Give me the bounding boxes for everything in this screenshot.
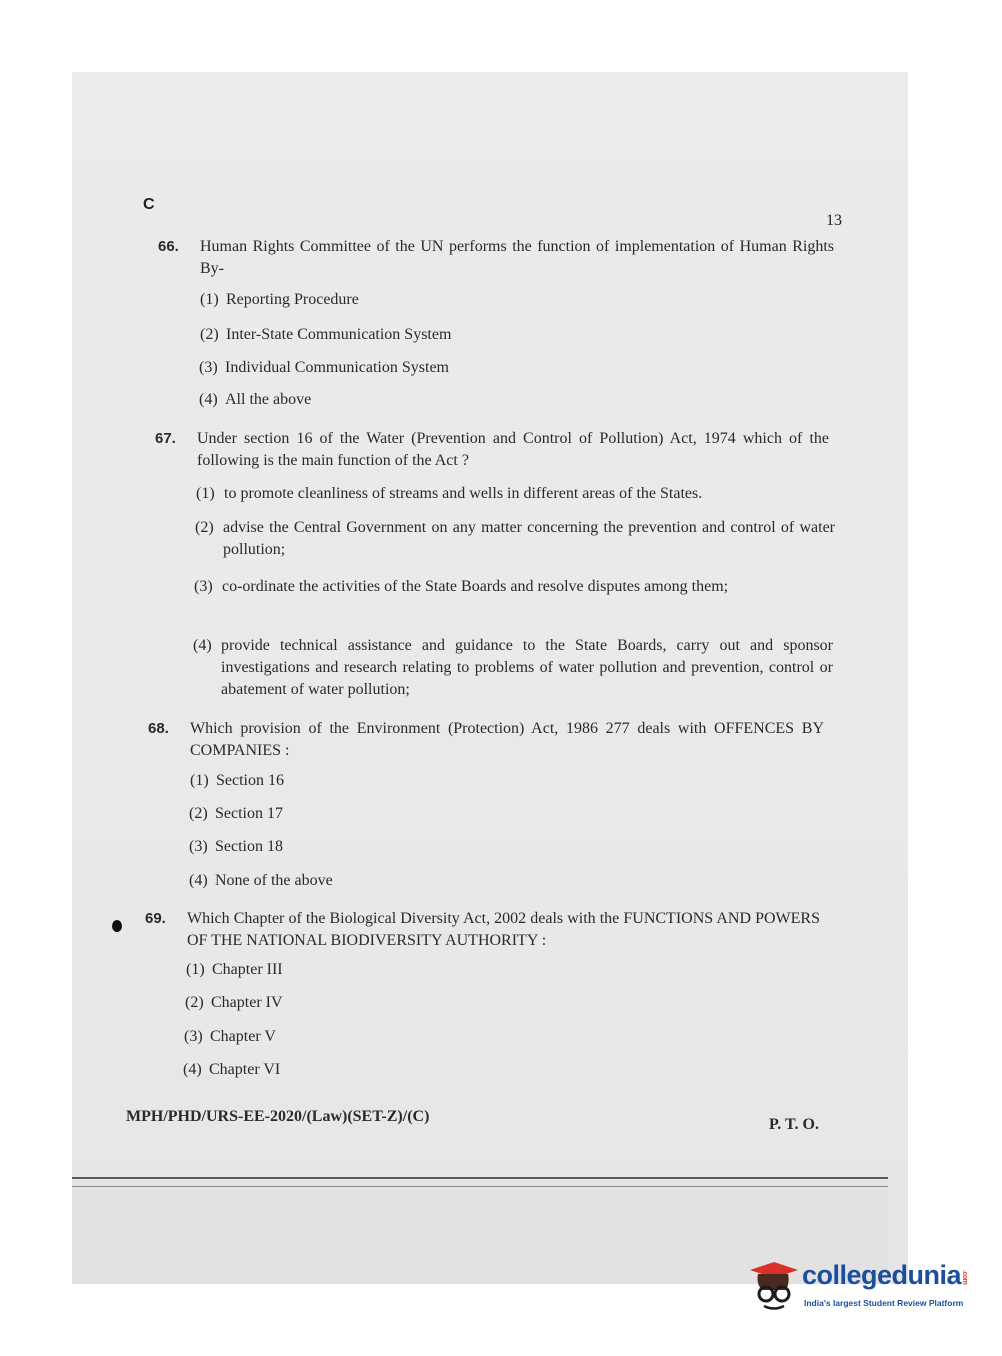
option-text: Section 17: [215, 805, 283, 822]
option-text: provide technical assistance and guidance to the State Boards, carry out and sponsor investigations and research relating to problems of water pollution and prevention, control or abatement of water pollution;: [221, 637, 833, 698]
question-number: 68.: [148, 720, 169, 737]
option: [190, 770, 284, 792]
page-fold-line: [72, 1186, 888, 1187]
option-text: Chapter III: [212, 961, 283, 978]
page-number: 13: [826, 212, 842, 229]
option-number: (3): [189, 838, 208, 855]
question-67: [155, 428, 829, 472]
question-69: [145, 908, 820, 952]
option-text: Inter-State Communication System: [226, 326, 452, 343]
option: [200, 289, 359, 311]
option-number: (4): [193, 637, 212, 654]
option-number: (1): [190, 772, 209, 789]
option: [199, 357, 449, 379]
question-text: Which provision of the Environment (Protection) Act, 1986 277 deals with OFFENCES BY COMPANIES :: [190, 720, 824, 759]
question-text: Human Rights Committee of the UN performs the function of implementation of Human Rights By-: [200, 238, 834, 277]
option-number: (2): [185, 994, 204, 1011]
question-text: Which Chapter of the Biological Diversity Act, 2002 deals with the FUNCTIONS AND POWERS OF THE NATIONAL BIODIVERSITY AUTHORITY :: [187, 910, 820, 949]
option-text: Chapter VI: [209, 1061, 281, 1078]
option: [183, 1059, 280, 1081]
option-number: (1): [200, 291, 219, 308]
option-text: Chapter V: [210, 1028, 276, 1045]
option: [189, 870, 333, 892]
student-cap-glasses-icon: [744, 1256, 800, 1312]
option: [194, 576, 834, 598]
option-text: All the above: [225, 391, 312, 408]
option-number: (3): [199, 359, 218, 376]
bullet-mark: [112, 920, 122, 932]
option: [189, 836, 283, 858]
option-text: Section 18: [215, 838, 283, 855]
brand-suffix: .com: [961, 1269, 969, 1285]
option-number: (4): [183, 1061, 202, 1078]
option: [186, 959, 283, 981]
option-number: (2): [195, 519, 214, 536]
option: [199, 389, 311, 411]
option: [196, 483, 836, 505]
pto-label: P. T. O.: [769, 1116, 819, 1133]
option-text: advise the Central Government on any matter concerning the prevention and control of water pollution;: [223, 519, 835, 558]
option-text: co-ordinate the activities of the State Boards and resolve disputes among them;: [222, 578, 729, 595]
option: [189, 803, 283, 825]
option-text: Individual Communication System: [225, 359, 449, 376]
option: [185, 992, 283, 1014]
option-text: Chapter IV: [211, 994, 283, 1011]
collegedunia-logo: [744, 1256, 974, 1316]
question-number: 66.: [158, 238, 179, 255]
option-number: (2): [200, 326, 219, 343]
page-fold-line: [72, 1177, 888, 1179]
question-number: 67.: [155, 430, 176, 447]
option-number: (3): [194, 578, 213, 595]
set-letter: C: [143, 196, 155, 213]
option: [193, 635, 833, 701]
option-number: (4): [199, 391, 218, 408]
brand-name: collegedunia: [802, 1260, 962, 1290]
brand-tagline: India's largest Student Review Platform: [804, 1298, 964, 1308]
option-text: Reporting Procedure: [226, 291, 359, 308]
option-number: (3): [184, 1028, 203, 1045]
question-68: [148, 718, 824, 762]
option-number: (2): [189, 805, 208, 822]
option: [184, 1026, 276, 1048]
paper-code: MPH/PHD/URS-EE-2020/(Law)(SET-Z)/(C): [126, 1108, 430, 1125]
option-number: (1): [186, 961, 205, 978]
question-66: [158, 236, 834, 280]
option: [195, 517, 835, 561]
option-number: (1): [196, 485, 215, 502]
option-text: None of the above: [215, 872, 333, 889]
option-number: (4): [189, 872, 208, 889]
question-number: 69.: [145, 910, 166, 927]
option-text: Section 16: [216, 772, 284, 789]
question-text: Under section 16 of the Water (Prevention and Control of Pollution) Act, 1974 which of the following is the main function of the Act ?: [197, 430, 829, 469]
option: [200, 324, 451, 346]
option-text: to promote cleanliness of streams and wells in different areas of the States.: [224, 485, 703, 502]
